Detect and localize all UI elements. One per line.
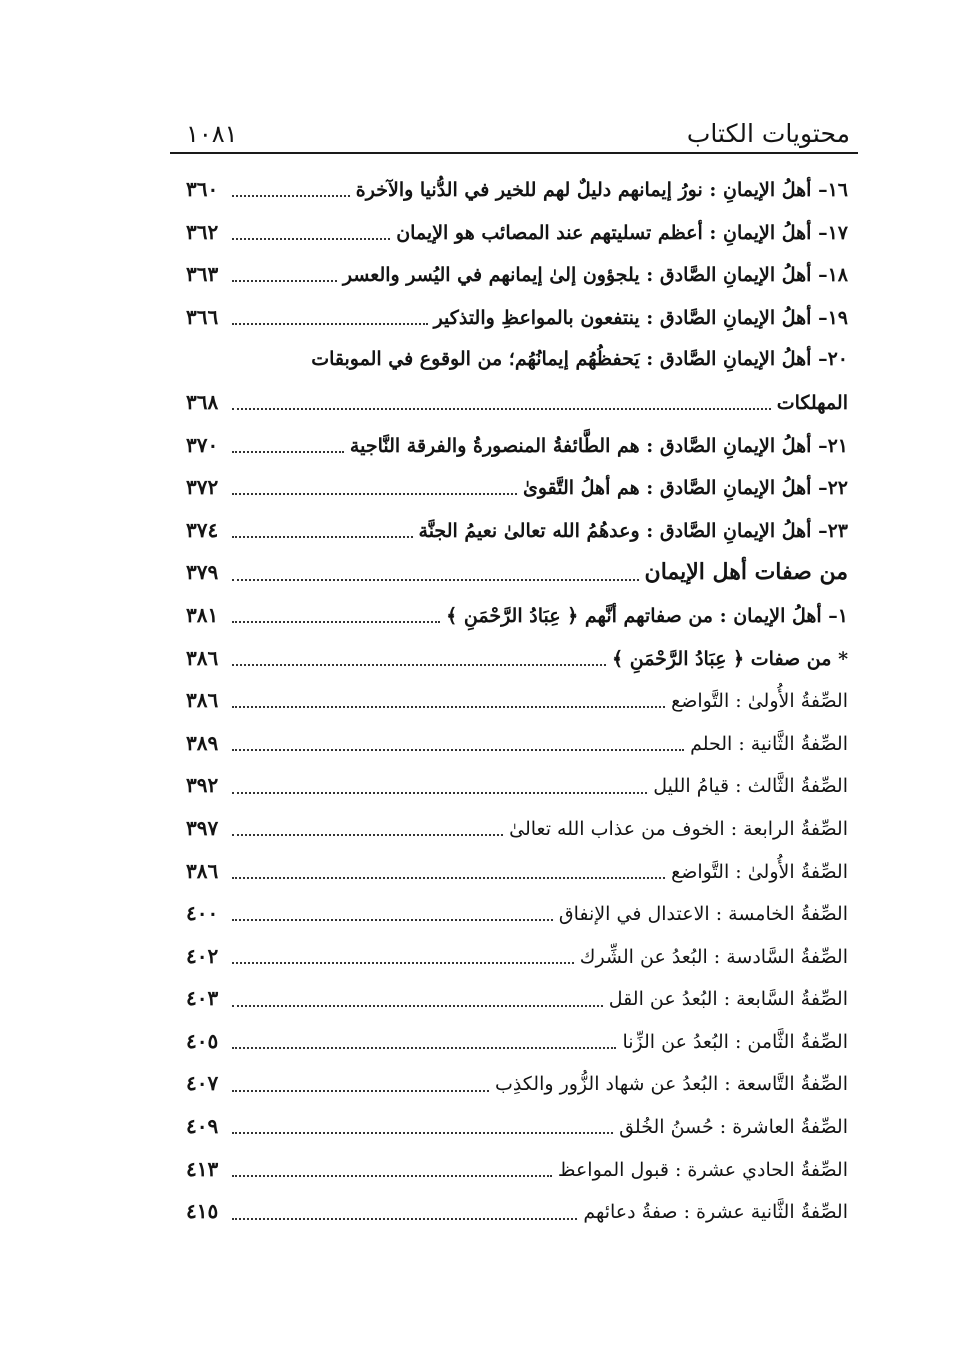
dot-leader [232,323,428,325]
dot-leader [232,195,350,197]
toc-entry [186,764,848,807]
toc-entry-title: الصِّفةُ الرابعة : الخوف من عذاب الله تعالىٰ [509,817,848,840]
toc-entry-page: ٣٦٦ [186,304,219,329]
dot-leader [232,1090,489,1092]
table-of-contents [186,168,848,1233]
toc-entry [186,338,848,381]
toc-entry-title: الصِّفةُ السَّادسة : البُعدُ عن الشِّرك [579,945,848,968]
toc-entry-title: الصِّفةُ التَّاسعة : البُعدُ عن شهاد الزُّور والكذِب [494,1073,848,1096]
toc-entry-page: ٣٩٢ [186,773,219,798]
dot-leader [232,664,606,666]
toc-entry-page: ٣٨٦ [186,858,219,883]
toc-entry [186,381,848,424]
toc-entry-title: * من صفات ﴿ عِبَادُ الرَّحْمَنِ ﴾ [611,647,848,670]
dot-leader [232,1175,552,1177]
toc-entry-page: ٤٠٢ [186,943,219,968]
toc-entry [186,679,848,722]
dot-leader [232,792,647,794]
toc-entry-page: ٣٧٢ [186,475,219,500]
toc-entry-title: الصِّفةُ الأُولىٰ : التَّواضع [671,860,848,883]
toc-entry [186,509,848,552]
toc-entry-title: الصِّفةُ الثَّانية عشرة : صفةُ دعائهم [583,1201,848,1224]
dot-leader [232,579,639,581]
dot-leader [232,749,684,751]
toc-entry-page: ٤٠٥ [186,1028,219,1053]
toc-entry [186,1062,848,1105]
header-rule [170,152,858,154]
toc-entry-title: الصِّفةُ الحادي عشرة : قبول المواعظ [557,1158,848,1181]
toc-entry-title: ١– أهلُ الإيمان : من صفاتهم أنَّهم ﴿ عِبَادُ الرَّحْمَنِ ﴾ [446,604,848,627]
toc-entry [186,168,848,211]
dot-leader [232,493,517,495]
toc-entry-page: ٤٠٩ [186,1114,219,1139]
toc-entry-title: المهلكات [776,391,848,414]
toc-entry [186,253,848,296]
toc-entry [186,594,848,637]
dot-leader [232,919,553,921]
toc-entry-page: ٣٦٨ [186,389,219,414]
toc-entry [186,1190,848,1233]
dot-leader [232,834,503,836]
toc-entry-page: ٣٧٤ [186,517,219,542]
dot-leader [232,408,771,410]
toc-entry [186,722,848,765]
toc-entry [186,1020,848,1063]
dot-leader [232,621,440,623]
toc-entry-page: ٣٨٩ [186,730,219,755]
toc-entry [186,807,848,850]
toc-entry-page: ٣٧٠ [186,432,219,457]
toc-entry-page: ٤١٣ [186,1156,219,1181]
toc-entry [186,850,848,893]
toc-entry-page: ٣٦٠ [186,177,219,201]
toc-entry [186,551,848,594]
header-title: محتويات الكتاب [686,119,850,148]
toc-entry-title: ٢٢– أهلُ الإيمانِ الصَّادق : هم أهلُ التَّقوىٰ [522,477,848,500]
toc-entry-title: الصِّفةُ الخامسة : الاعتدال في الإنفاق [558,903,848,926]
dot-leader [232,280,337,282]
toc-entry [186,977,848,1020]
dot-leader [232,706,665,708]
toc-entry [186,211,848,254]
toc-entry-title: الصِّفةُ الأُولىٰ : التَّواضع [671,690,848,713]
toc-entry [186,1105,848,1148]
toc-entry-title: الصِّفةُ السَّابعة : البُعدُ عن القل [608,988,848,1011]
toc-entry [186,892,848,935]
toc-entry [186,1148,848,1191]
dot-leader [232,451,344,453]
toc-entry [186,637,848,680]
toc-entry-page: ٣٨١ [186,602,219,627]
toc-entry-title: ١٦– أهلُ الإيمانِ : نورُ إيمانهم دليلٌ لهم للخير في الدُّنيا والآخرة [355,179,848,201]
dot-leader [232,238,390,240]
toc-entry-page: ٣٨٦ [186,688,219,713]
toc-entry-page: ٣٦٣ [186,262,219,287]
toc-entry-title: الصِّفةُ الثَّانية : الحلم [690,732,848,755]
toc-entry-page: ٤٠٧ [186,1071,219,1096]
toc-entry-title: من صفات أهل الإيمان [644,559,848,586]
toc-entry [186,466,848,509]
dot-leader [232,1132,613,1134]
toc-entry-page: ٤٠٣ [186,986,219,1011]
toc-entry-page: ٤٠٠ [186,901,219,926]
page-number: ١٠٨١ [186,120,238,148]
dot-leader [232,962,574,964]
dot-leader [232,877,665,879]
toc-entry [186,424,848,467]
toc-entry-page: ٣٩٧ [186,815,219,840]
toc-entry-title: الصِّفةُ الثَّامن : البُعدُ عن الزِّنا [622,1030,848,1053]
toc-entry-page: ٣٦٢ [186,219,219,244]
toc-entry-title: ٢١– أهلُ الإيمانِ الصَّادق : هم الطَّائفةُ المنصورةُ والفرقة النَّاجية [349,434,848,457]
toc-entry [186,935,848,978]
toc-entry-title: الصِّفةُ العاشرة : حُسنُ الخُلق [619,1116,848,1139]
dot-leader [232,536,413,538]
toc-entry [186,296,848,339]
toc-entry-title: ٢٠– أهلُ الإيمانِ الصَّادق : يَحفظُهُم إيمانُهُم؛ من الوقوع في الموبقات [311,348,848,371]
dot-leader [232,1005,603,1007]
dot-leader [232,1218,577,1220]
toc-entry-title: ١٨– أهلُ الإيمانِ الصَّادق : يلجؤون إلىٰ إيمانهم في اليُسر والعسر [342,264,848,287]
toc-entry-title: ١٩– أهلُ الإيمانِ الصَّادق : ينتفعون بالمواعظِ والتذكير [433,306,848,329]
toc-entry-page: ٣٧٩ [186,560,219,585]
toc-entry-title: ١٧– أهلُ الإيمانِ : أعظم تسليتهم عند المصائب هو الإيمان [396,221,848,244]
toc-entry-title: الصِّفةُ الثَّالث : قيامُ الليل [653,775,848,798]
toc-entry-page: ٣٨٦ [186,645,219,670]
toc-entry-page: ٤١٥ [186,1199,219,1224]
dot-leader [232,1047,616,1049]
toc-entry-title: ٢٣– أهلُ الإيمانِ الصَّادق : وعدهُمُ الله تعالىٰ نعيمُ الجنَّة [418,519,848,542]
running-header [186,112,850,148]
